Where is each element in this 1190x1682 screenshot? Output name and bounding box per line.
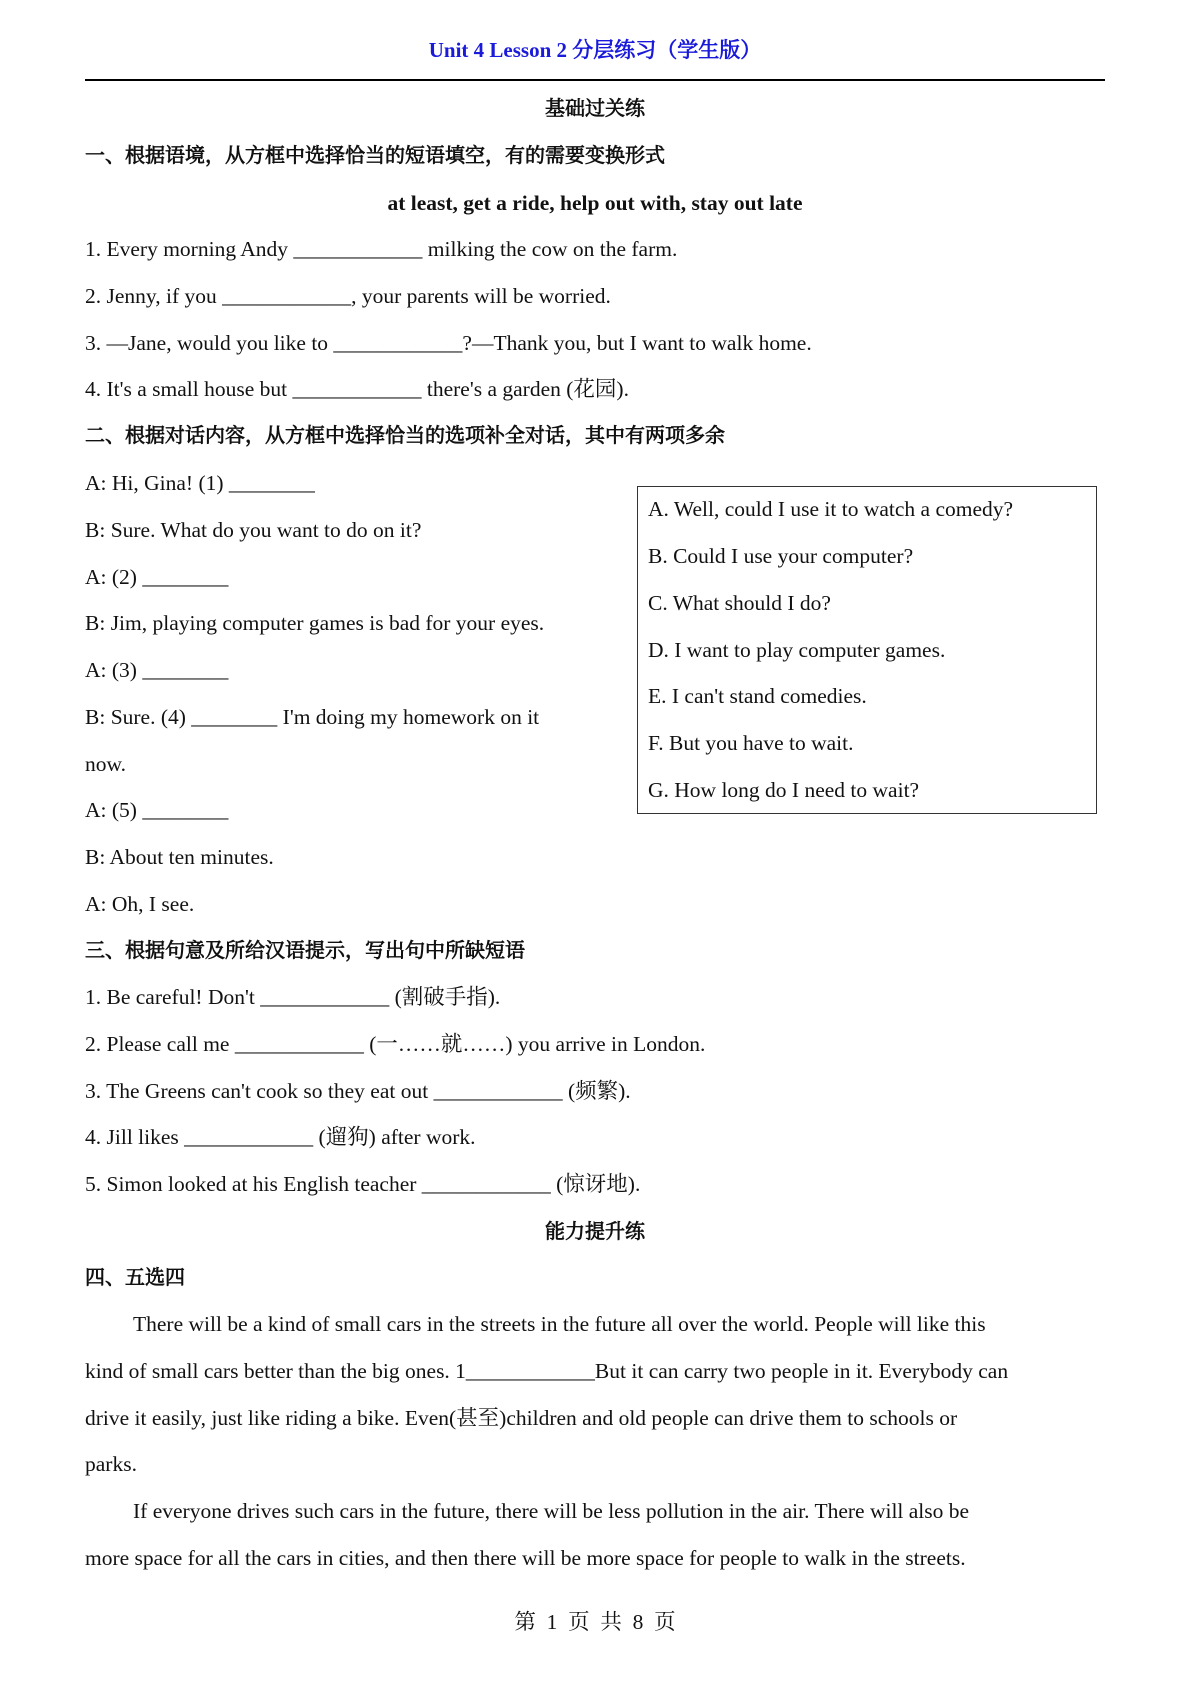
s1-item: 1. Every morning Andy ____________ milking the cow on the farm. [85,237,678,261]
page-footer: 第 1 页 共 8 页 [514,1610,676,1634]
section-1-heading: 一、根据语境，从方框中选择恰当的短语填空，有的需要变换形式 [85,143,665,167]
s1-item: 4. It's a small house but ____________ there's a garden (花园). [85,377,629,401]
option: E. I can't stand comedies. [648,684,867,708]
options-box [637,486,1097,814]
passage-line: more space for all the cars in cities, and then there will be more space for people to walk in the streets. [85,1546,966,1570]
dialogue-line: A: (3) ________ [85,658,229,682]
option: F. But you have to wait. [648,731,854,755]
part-heading-basic: 基础过关练 [545,96,645,120]
dialogue-line: A: Hi, Gina! (1) ________ [85,471,315,495]
dialogue-line: B: Sure. What do you want to do on it? [85,518,422,542]
document-title: Unit 4 Lesson 2 分层练习（学生版） [428,38,762,62]
dialogue-line: A: Oh, I see. [85,892,195,916]
section-2-heading: 二、根据对话内容，从方框中选择恰当的选项补全对话，其中有两项多余 [85,423,725,447]
passage-line: There will be a kind of small cars in the streets in the future all over the world. People will like this [133,1312,986,1336]
s3-item: 3. The Greens can't cook so they eat out ____________ (频繁). [85,1079,631,1103]
dialogue-line: A: (2) ________ [85,565,229,589]
dialogue-line: B: Jim, playing computer games is bad for your eyes. [85,611,545,635]
dialogue-line: now. [85,752,127,776]
dialogue-line: B: About ten minutes. [85,845,274,869]
dialogue-line: A: (5) ________ [85,798,229,822]
phrase-box: at least, get a ride, help out with, stay out late [387,191,803,215]
option: A. Well, could I use it to watch a comedy? [648,497,1014,521]
passage-line: If everyone drives such cars in the future, there will be less pollution in the air. There will also be [133,1499,970,1523]
passage-line: drive it easily, just like riding a bike. Even(甚至)children and old people can drive them to schools or [85,1406,958,1430]
s1-item: 3. —Jane, would you like to ____________?—Thank you, but I want to walk home. [85,331,812,355]
option: C. What should I do? [648,591,831,615]
section-3-heading: 三、根据句意及所给汉语提示，写出句中所缺短语 [85,938,525,962]
passage-line: parks. [85,1452,137,1476]
s3-item: 2. Please call me ____________ (一……就……) you arrive in London. [85,1032,706,1056]
s3-item: 4. Jill likes ____________ (遛狗) after work. [85,1125,476,1149]
passage-line: kind of small cars better than the big ones. 1____________But it can carry two people in it. Everybody can [85,1359,1009,1383]
header-rule [85,79,1105,81]
option: D. I want to play computer games. [648,638,946,662]
s3-item: 5. Simon looked at his English teacher ____________ (惊讶地). [85,1172,641,1196]
s1-item: 2. Jenny, if you ____________, your parents will be worried. [85,284,611,308]
option: G. How long do I need to wait? [648,778,920,802]
s3-item: 1. Be careful! Don't ____________ (割破手指). [85,985,501,1009]
option: B. Could I use your computer? [648,544,914,568]
dialogue-line: B: Sure. (4) ________ I'm doing my homework on it [85,705,540,729]
part-heading-advanced: 能力提升练 [545,1219,645,1243]
section-4-heading: 四、五选四 [85,1265,185,1289]
